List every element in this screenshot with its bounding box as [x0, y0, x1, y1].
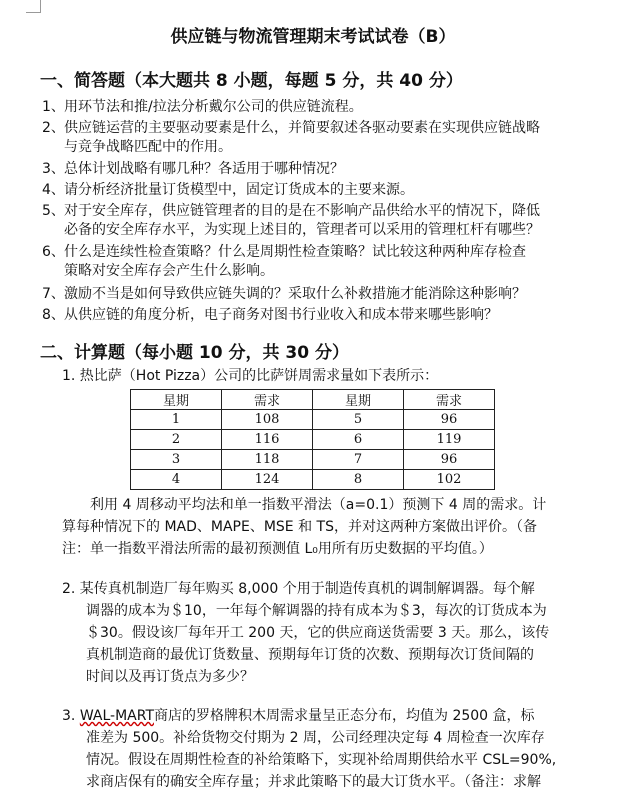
table-cell: 4 [131, 470, 222, 490]
question-7: 7、激励不当是如何导致供应链失调的？采取什么补救措施才能消除这种影响？ [42, 286, 526, 302]
table-cell: 119 [404, 430, 495, 450]
question-3: 3、总体计划战略有哪几种？各适用于哪种情况？ [42, 161, 344, 177]
table-cell: 7 [313, 450, 404, 470]
calc-q1-body: 利用 4 周移动平均法和单一指数平滑法（a=0.1）预测下 4 周的需求。计 算每种情况下的 MAD、MAPE、MSE 和 TS，并对这两种方案做出评价。（备 注：单一指数平滑法所需的最初预测值 L₀用所有历史数据的平均值。） [62, 497, 547, 557]
exam-title: 供应链与物流管理期末考试试卷（B） [170, 27, 456, 47]
question-5: 5、对于安全库存，供应链管理者的目的是在不影响产品供给水平的情况下，降低 必备的安全库存水平，为实现上述目的，管理者可以采用的管理杠杆有哪些？ [42, 203, 540, 238]
page-corner-mark [26, 0, 41, 13]
table-header-row [131, 390, 495, 410]
table-header-cell: 星期 [131, 390, 222, 410]
question-2: 2、供应链运营的主要驱动要素是什么，并简要叙述各驱动要素在实现供应链战略 与竞争战略匹配中的作用。 [42, 120, 540, 155]
table-cell: 1 [131, 410, 222, 430]
section2-heading: 二、计算题（每小题 10 分，共 30 分） [40, 343, 349, 363]
question-1: 1、用环节法和推/拉法分析戴尔公司的供应链流程。 [42, 99, 363, 115]
calc-q1-intro: 1. 热比萨（Hot Pizza）公司的比萨饼周需求量如下表所示： [62, 368, 439, 384]
table-row [131, 450, 495, 470]
table-cell: 118 [222, 450, 313, 470]
table-cell: 96 [404, 450, 495, 470]
table-cell: 8 [313, 470, 404, 490]
table-row [131, 430, 495, 450]
table-cell: 3 [131, 450, 222, 470]
table-header-cell: 需求 [404, 390, 495, 410]
table-cell: 96 [404, 410, 495, 430]
table-header-cell: 需求 [222, 390, 313, 410]
table-cell: 116 [222, 430, 313, 450]
table-cell: 6 [313, 430, 404, 450]
table-header-cell: 星期 [313, 390, 404, 410]
table-row [131, 410, 495, 430]
question-6: 6、什么是连续性检查策略？什么是周期性检查策略？试比较这种两种库存检查 策略对安全库存会产生什么影响。 [42, 244, 526, 279]
demand-table [130, 389, 495, 490]
store-name: WAL-MART [79, 708, 154, 724]
table-cell: 5 [313, 410, 404, 430]
section1-heading: 一、简答题（本大题共 8 小题，每题 5 分，共 40 分） [40, 71, 463, 91]
question-4: 4、请分析经济批量订货模型中，固定订货成本的主要来源。 [42, 182, 414, 198]
table-cell: 108 [222, 410, 313, 430]
table-cell: 2 [131, 430, 222, 450]
table-cell: 124 [222, 470, 313, 490]
question-8: 8、从供应链的角度分析，电子商务对图书行业收入和成本带来哪些影响？ [42, 307, 498, 323]
table-row [131, 470, 495, 490]
calc-q2: 2. 某传真机制造厂每年购买 8,000 个用于制造传真机的调制解调器。每个解 调器的成本为＄10，一年每个解调器的持有成本为＄3，每次的订货成本为 ＄30。假设该厂每年开工 200 天，它的供应商送货需要 3 天。那么，该传 真机制造商的最优订货数量、预期每年订货的次数、预期每次订货间隔的 时间以及再订货点为多少？ [62, 581, 550, 685]
calc-q3: 3. WAL-MART商店的罗格牌积木周需求量呈正态分布，均值为 2500 盒，标 准差为 500。补给货物交付期为 2 周，公司经理决定每 4 周检查一次库存 情况。假设在周期性检查的补给策略下，实现补给周期供给水平 CSL=90%, 求商店保有的确安全库存量；并求此策略下的最大订货水平。（备注：求解 [62, 708, 557, 790]
table-cell: 102 [404, 470, 495, 490]
